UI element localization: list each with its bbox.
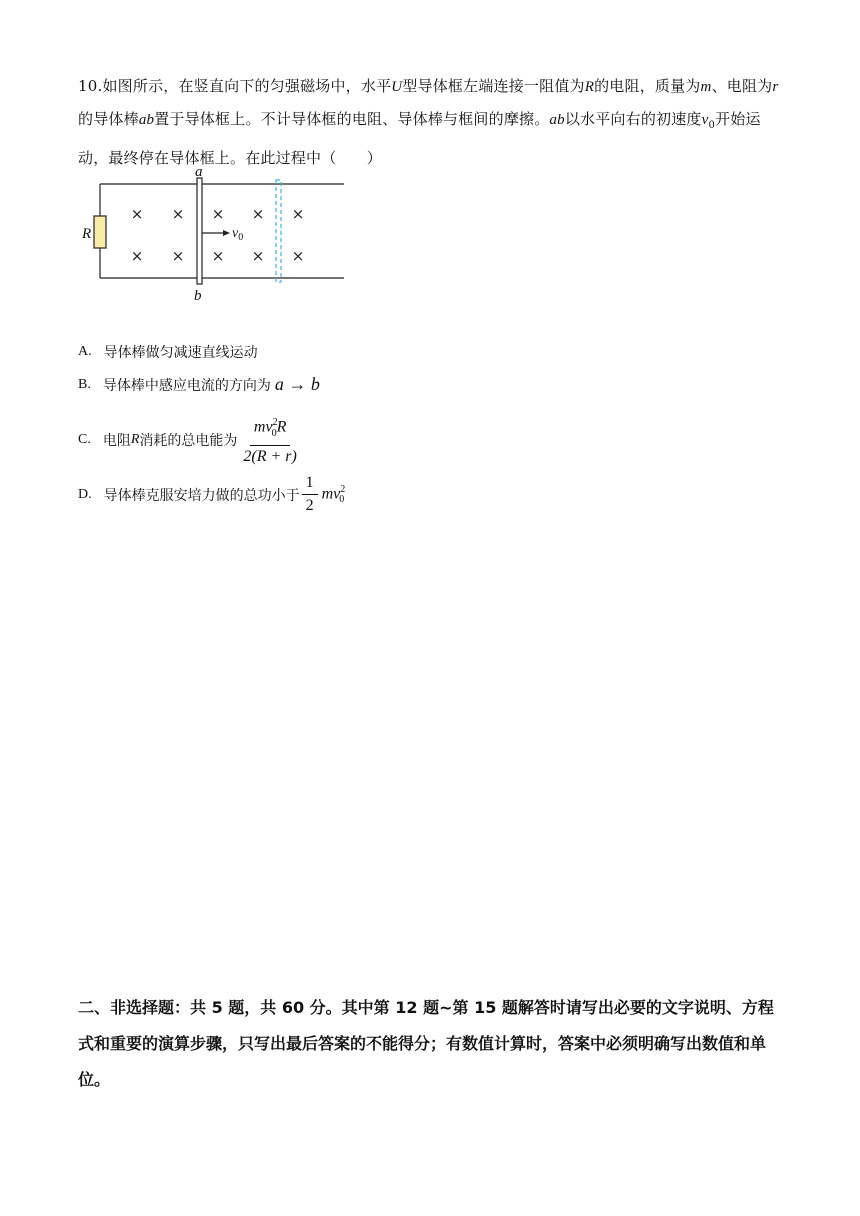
resistor [94,216,106,248]
field-cross: × [251,247,265,265]
section-heading: 二、非选择题：共 5 题，共 60 分。其中第 12 题~第 15 题解答时请写出必要的文字说明、方程式和重要的演算步骤，只写出最后答案的不能得分；有数值计算时，答案中必须明确写出数值和单位。 [78,998,774,1089]
field-cross: × [211,247,225,265]
option-c: C. 电阻 R 消耗的总电能为 $\frac{mv^2_0R}{2(R + r)}$ [78,414,301,466]
field-cross: × [211,205,225,223]
option-d: D. 导体棒克服安培力做的总功小于 $\frac{1}{2}$ $mv^2_0$ [78,474,346,514]
fraction-half: $\frac{1}{2}$ [302,474,318,515]
final-position-dashed [276,180,281,282]
field-cross: × [130,247,144,265]
field-cross: × [171,247,185,265]
arrow-head-icon [223,230,230,236]
field-cross: × [251,205,265,223]
field-cross: × [291,205,305,223]
circuit-figure [80,164,350,304]
fraction-energy: $\frac{mv^2_0R}{2(R + r)}$ [239,414,300,466]
resistor-label: R [82,226,92,242]
option-b: B. 导体棒中感应电流的方向为 a → b [78,374,320,394]
velocity-label: $v_0$ [232,226,244,243]
magnetic-field-crosses [131,205,305,265]
field-cross: × [291,247,305,265]
rod-label-b: b [194,288,202,304]
conducting-rod [197,178,202,284]
field-cross: × [130,205,144,223]
question-stem: 10.如图所示，在竖直向下的匀强磁场中，水平U型导体框左端连接一阻值为R的电阻，质量为m、电阻为r的导体棒ab置于导体框上。不计导体框的电阻、导体棒与框间的摩擦。ab以水平向右的初速度$v_0$开始运动，最终停在导体框上。在此过程中（ ） [78,77,779,167]
question-number: 10. [78,77,103,95]
option-a: A. 导体棒做匀减速直线运动 [78,344,258,361]
rod-label-a: a [195,164,203,180]
field-cross: × [171,205,185,223]
